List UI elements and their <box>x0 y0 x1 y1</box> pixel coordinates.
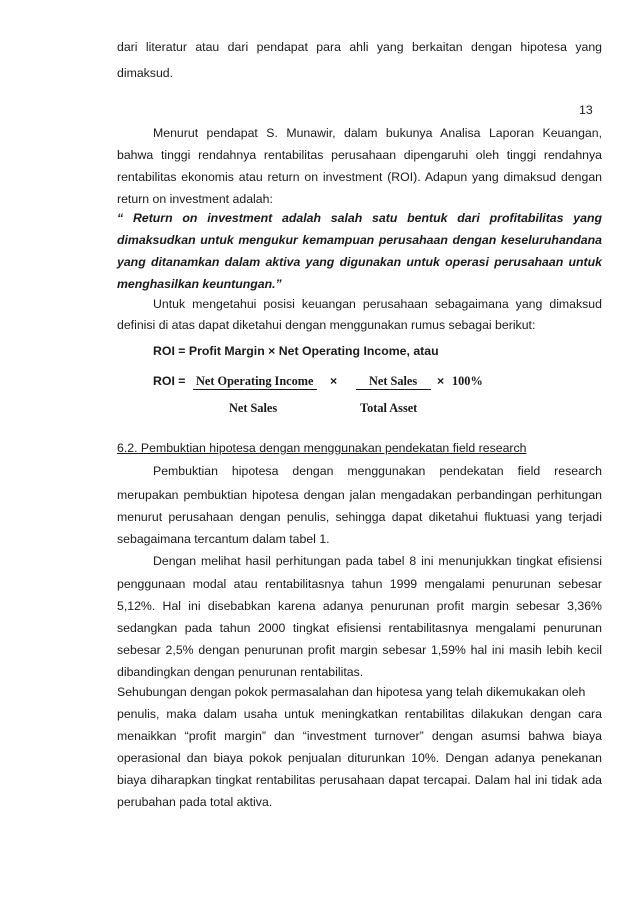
text-line: penulis, maka dalam usaha untuk meningkatkan rentabilitas dilakukan dengan cara <box>117 707 602 721</box>
quote-line: yang ditanamkan dalam aktiva yang digunakan untuk operasi perusahaan untuk <box>117 255 602 269</box>
text-line: Untuk mengetahui posisi keuangan perusahaan sebagaimana yang dimaksud <box>153 297 602 311</box>
formula-denominator-1: Net Sales <box>229 401 278 415</box>
text-line: dimaksud. <box>117 66 174 80</box>
text-line: dibandingkan dengan penurunan rentabilitas. <box>117 665 364 679</box>
quote-line: “ Return on investment adalah salah satu bentuk dari profitabilitas yang <box>117 211 602 225</box>
formula-times-1: × <box>330 374 338 388</box>
formula-times-2: × <box>437 374 445 388</box>
page-number: 13 <box>579 103 593 117</box>
formula-denominator-2: Total Asset <box>360 401 418 415</box>
text-line: rentabilitas ekonomis atau return on investment (ROI). Adapun yang dimaksud dengan <box>117 170 602 184</box>
quote-line: menghasilkan keuntungan.” <box>117 277 282 291</box>
text-line: perubahan pada total aktiva. <box>117 795 273 809</box>
text-line: menurut perusahaan dengan penulis, sehingga dapat diketahui fluktuasi yang terjadi <box>117 510 602 524</box>
text-line: dari literatur atau dari pendapat para ahli yang berkaitan dengan hipotesa yang <box>117 40 602 54</box>
text-line: penggunaan modal atau rentabilitasnya tahun 1999 mengalami penurunan sebesar <box>117 577 602 591</box>
text-line: Menurut pendapat S. Munawir, dalam bukunya Analisa Laporan Keuangan, <box>153 126 602 140</box>
text-line: definisi di atas dapat diketahui dengan menggunakan rumus sebagai berikut: <box>117 318 536 332</box>
formula-numerator-1: Net Operating Income <box>196 374 314 388</box>
text-line: biaya diharapkan tingkat rentabilitas perusahaan dapat tercapai. Dalam hal ini tidak ada <box>117 773 602 787</box>
formula-roi-label: ROI = <box>153 374 186 388</box>
text-line: sebesar 2,5% dengan penurunan profit margin sebesar 1,59% hal ini masih lebih kecil <box>117 643 602 657</box>
text-line: Dengan melihat hasil perhitungan pada tabel 8 ini menunjukkan tingkat efisiensi <box>153 554 602 568</box>
text-line: menaikkan “profit margin” dan “investment turnover” dengan asumsi bahwa biaya <box>117 729 602 743</box>
fraction-bar-2 <box>356 389 431 390</box>
text-line: operasional dan biaya pokok penjualan diturunkan 10%. Dengan adanya penekanan <box>117 751 602 765</box>
formula-percent: 100% <box>452 374 483 388</box>
text-line: sedangkan pada tahun 2000 tingkat efisiensi rentabilitasnya mengalami penurunan <box>117 621 602 635</box>
text-line: return on investment adalah: <box>117 192 273 206</box>
text-line: merupakan pembuktian hipotesa dengan jalan mengadakan perbandingan perhitungan <box>117 488 602 502</box>
text-line: bahwa tinggi rendahnya rentabilitas perusahaan dipengaruhi oleh tinggi rendahnya <box>117 148 602 162</box>
section-heading: 6.2. Pembuktian hipotesa dengan menggunakan pendekatan field research <box>117 441 527 455</box>
formula-numerator-2: Net Sales <box>369 374 418 388</box>
text-line: Sehubungan dengan pokok permasalahan dan hipotesa yang telah dikemukakan oleh <box>117 685 586 699</box>
fraction-bar-1 <box>193 389 317 390</box>
text-line: 5,12%. Hal ini disebabkan karena adanya penurunan profit margin sebesar 3,36% <box>117 599 602 613</box>
text-line: Pembuktian hipotesa dengan menggunakan pendekatan field research <box>153 464 602 478</box>
quote-line: dimaksudkan untuk mengukur kemampuan perusahaan dengan keseluruhandana <box>117 233 602 247</box>
formula-line: ROI = Profit Margin × Net Operating Income, atau <box>153 344 439 358</box>
text-line: sebagaimana tercantum dalam tabel 1. <box>117 532 330 546</box>
